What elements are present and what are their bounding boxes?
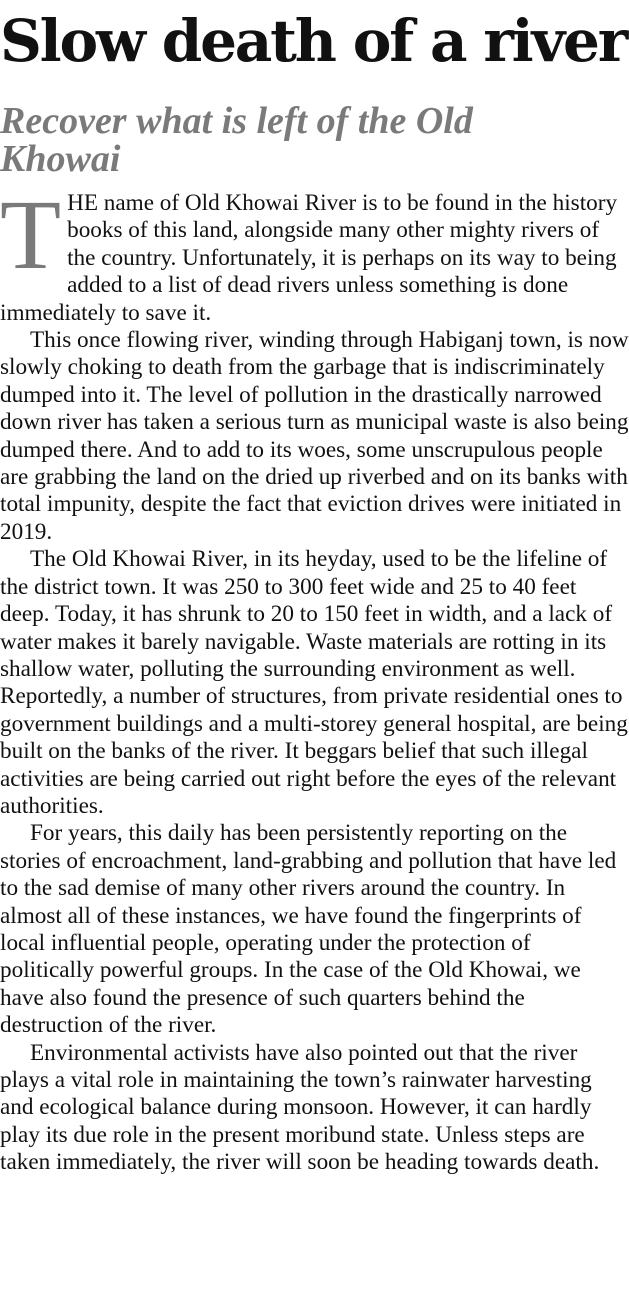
paragraph-1	[0, 179, 629, 327]
subheadline: Recover what is left of the Old Khowai	[0, 100, 473, 180]
paragraph-5: Environmental activists have also pointed out that the river plays a vital role in maintaining the town’s rainwater harvesting and ecological balance during monsoon. However, it can hardly play its due role in the present moribund state. Unless steps are taken immediately, the river will soon be heading towards death.	[0, 1039, 600, 1176]
headline: Slow death of a river	[0, 7, 627, 75]
paragraph-4: For years, this daily has been persistently reporting on the stories of encroachment, land-grabbing and pollution that have led to the sad demise of many other rivers around the country. In almost all of these instances, we have found the fingerprints of local influential people, operating under the protection of politically powerful groups. In the case of the Old Khowai, we have also found the presence of such quarters behind the destruction of the river.	[0, 820, 617, 1039]
paragraph-2: This once flowing river, winding through Habiganj town, is now slowly choking to death from the garbage that is indiscriminately dumped into it. The level of pollution in the drastically narrowed down river has taken a serious turn as municipal waste is also being dumped there. And to add to its woes, some unscrupulous people are grabbing the land on the dried up riverbed and on its banks with total impunity, despite the fact that eviction drives were initiated in 2019.	[0, 327, 629, 545]
article-body	[0, 179, 629, 1177]
drop-cap: T	[0, 179, 62, 290]
paragraph-3: The Old Khowai River, in its heyday, used to be the lifeline of the district town. It was 250 to 300 feet wide and 25 to 40 feet deep. Today, it has shrunk to 20 to 150 feet in width, and a lack of water makes it barely navigable. Waste materials are rotting in its shallow water, polluting the surrounding environment as well. Reportedly, a number of structures, from private residential ones to government buildings and a multi-storey general hospital, are being built on the banks of the river. It beggars belief that such illegal activities are being carried out right before the eyes of the relevant authorities.	[0, 546, 628, 819]
paragraph-1-text: HE name of Old Khowai River is to be found in the history books of this land, alongside many other mighty rivers of the country. Unfortunately, it is perhaps on its way to being added to a list of dead rivers unless something is done immediately to save it.	[0, 190, 618, 326]
